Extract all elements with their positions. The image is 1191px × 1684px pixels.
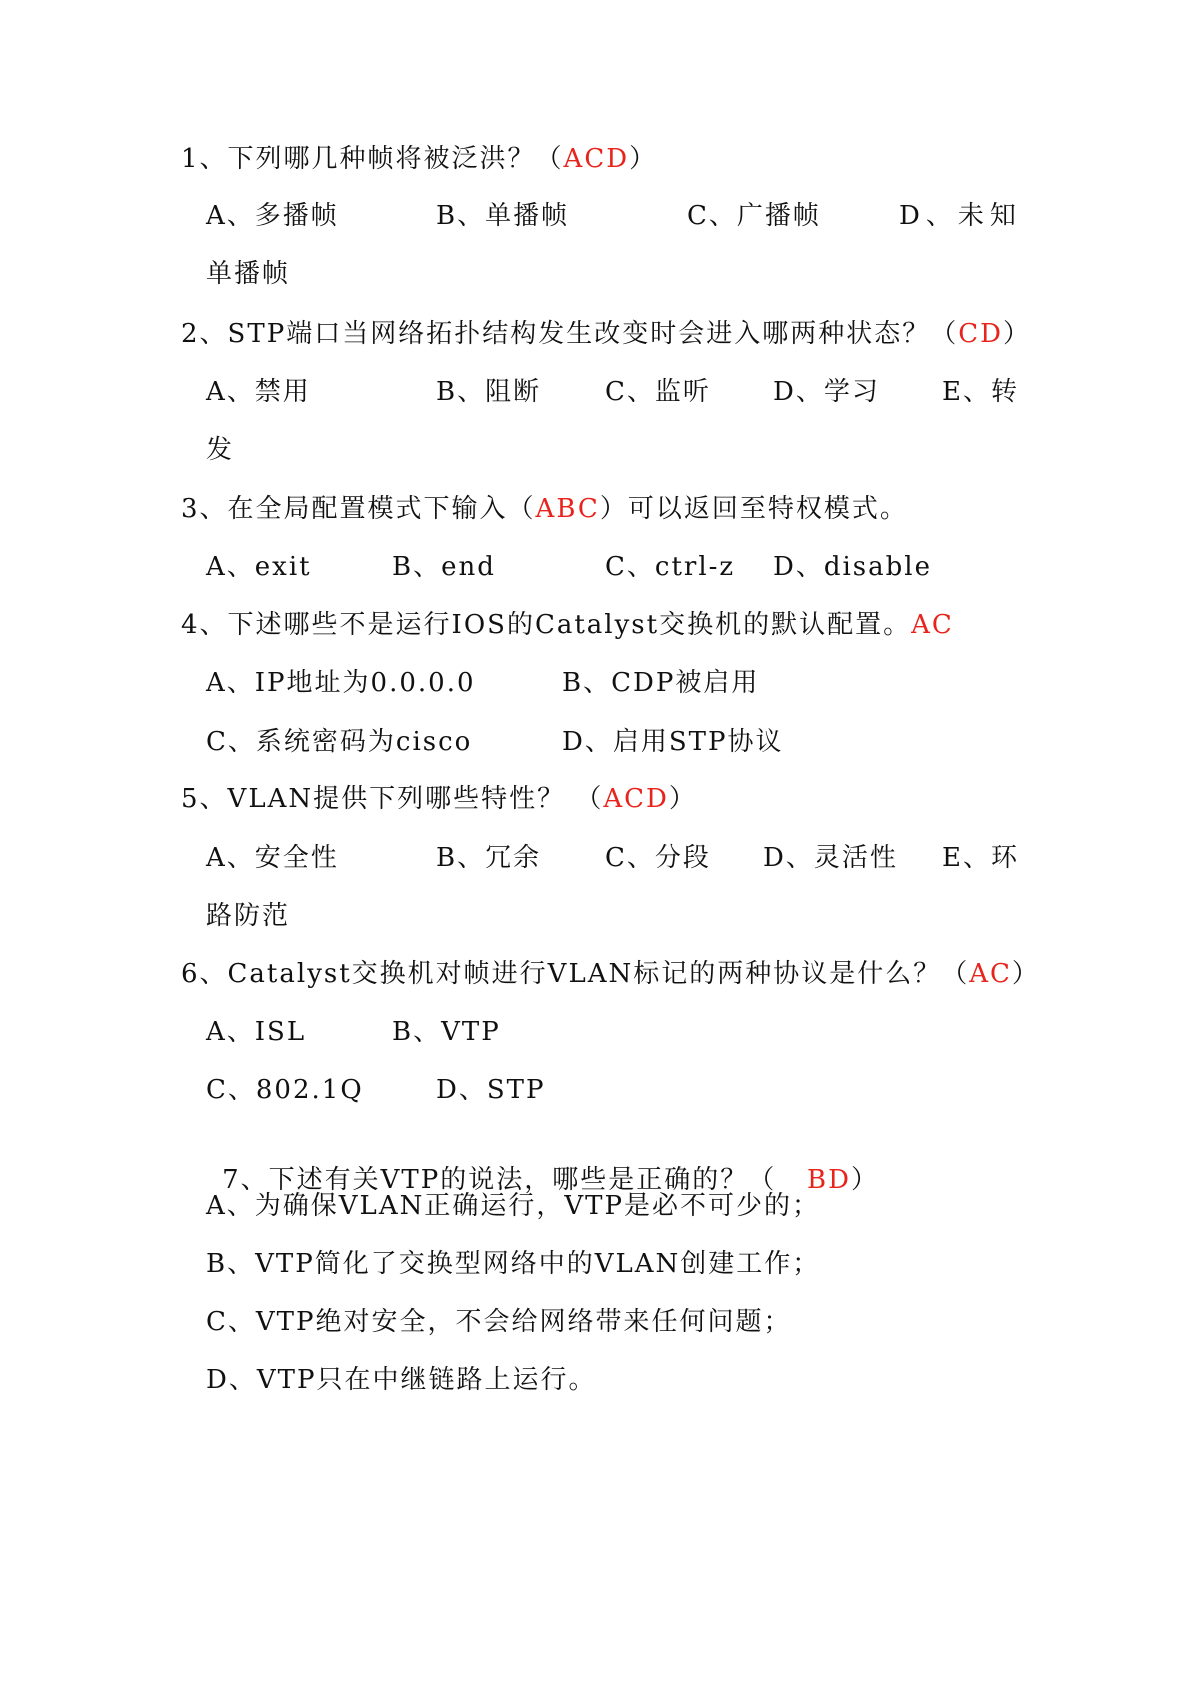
options-row-wrap <box>206 900 290 932</box>
options-row-wrap <box>206 434 234 466</box>
option-b <box>206 1248 820 1280</box>
option-a: A、ISL <box>206 1017 307 1047</box>
question-5 <box>181 783 697 815</box>
option-c: C、广播帧 <box>687 201 821 231</box>
question-stem: 2、STP端口当网络拓扑结构发生改变时会进入哪两种状态？（ <box>181 319 959 349</box>
question-stem: 3、在全局配置模式下输入（ <box>181 494 536 524</box>
answer-key: AC <box>911 610 954 640</box>
answer-key: ACD <box>563 144 630 174</box>
option-d <box>206 1364 596 1396</box>
answer-key: BD <box>807 1165 851 1195</box>
option-text: C、VTP绝对安全，不会给网络带来任何问题； <box>206 1307 792 1337</box>
answer-key: CD <box>958 319 1003 349</box>
option-d: D、未知 <box>899 201 1022 231</box>
option-a: A、多播帧 <box>206 201 339 231</box>
option-b: B、end <box>392 552 496 582</box>
option-a: A、IP地址为0.0.0.0 <box>206 668 476 698</box>
option-d-continued: 单播帧 <box>206 259 291 289</box>
option-text: B、VTP简化了交换型网络中的VLAN创建工作； <box>206 1249 821 1279</box>
question-stem-end: ） <box>629 144 658 174</box>
question-stem: 7、下述有关VTP的说法，哪些是正确的？（ <box>222 1165 808 1195</box>
option-c: C、802.1Q <box>206 1075 364 1105</box>
question-stem: 1、下列哪几种帧将被泛洪？（ <box>181 144 564 174</box>
answer-key: AC <box>969 959 1012 989</box>
option-b: B、单播帧 <box>436 201 570 231</box>
option-c: C、监听 <box>605 377 711 407</box>
option-a: A、安全性 <box>206 843 339 873</box>
option-c: C、系统密码为cisco <box>206 727 473 757</box>
option-d: D、学习 <box>773 377 880 407</box>
question-2 <box>181 318 1031 350</box>
option-b: B、阻断 <box>436 377 542 407</box>
option-c: C、ctrl-z <box>605 552 736 582</box>
option-c: C、分段 <box>605 843 711 873</box>
option-b: B、冗余 <box>436 843 542 873</box>
option-d: D、启用STP协议 <box>562 727 784 757</box>
question-stem-end: ） <box>1002 319 1031 349</box>
option-e: E、转 <box>942 377 1019 407</box>
question-stem-end: ）可以返回至特权模式。 <box>599 494 908 524</box>
option-d: D、disable <box>773 552 932 582</box>
option-text: D、VTP只在中继链路上运行。 <box>206 1365 597 1395</box>
question-3 <box>181 493 908 525</box>
question-stem: 4、下述哪些不是运行IOS的Catalyst交换机的默认配置。 <box>181 610 912 640</box>
question-stem: 6、Catalyst交换机对帧进行VLAN标记的两种协议是什么？（ <box>181 959 970 989</box>
option-a <box>206 1190 820 1222</box>
option-text: A、为确保VLAN正确运行，VTP是必不可少的； <box>206 1191 820 1221</box>
option-b: B、VTP <box>392 1017 501 1047</box>
option-a: A、禁用 <box>206 377 311 407</box>
question-stem-end: ） <box>1011 959 1040 989</box>
question-stem-end: ） <box>850 1165 879 1195</box>
options-row-wrap <box>206 258 290 290</box>
option-d: D、灵活性 <box>763 843 898 873</box>
option-e-continued: 发 <box>206 435 235 465</box>
option-a: A、exit <box>206 552 312 582</box>
option-b: B、CDP被启用 <box>562 668 760 698</box>
question-stem-end: ） <box>668 784 697 814</box>
question-6 <box>181 958 1040 990</box>
option-e: E、环 <box>942 843 1019 873</box>
answer-key: ACD <box>603 784 669 814</box>
question-1 <box>181 143 657 175</box>
question-4 <box>181 609 954 641</box>
question-stem: 5、VLAN提供下列哪些特性？ （ <box>181 784 604 814</box>
option-d: D、STP <box>436 1075 546 1105</box>
option-c <box>206 1306 792 1338</box>
option-e-continued: 路防范 <box>206 901 291 931</box>
answer-key: ABC <box>535 494 600 524</box>
